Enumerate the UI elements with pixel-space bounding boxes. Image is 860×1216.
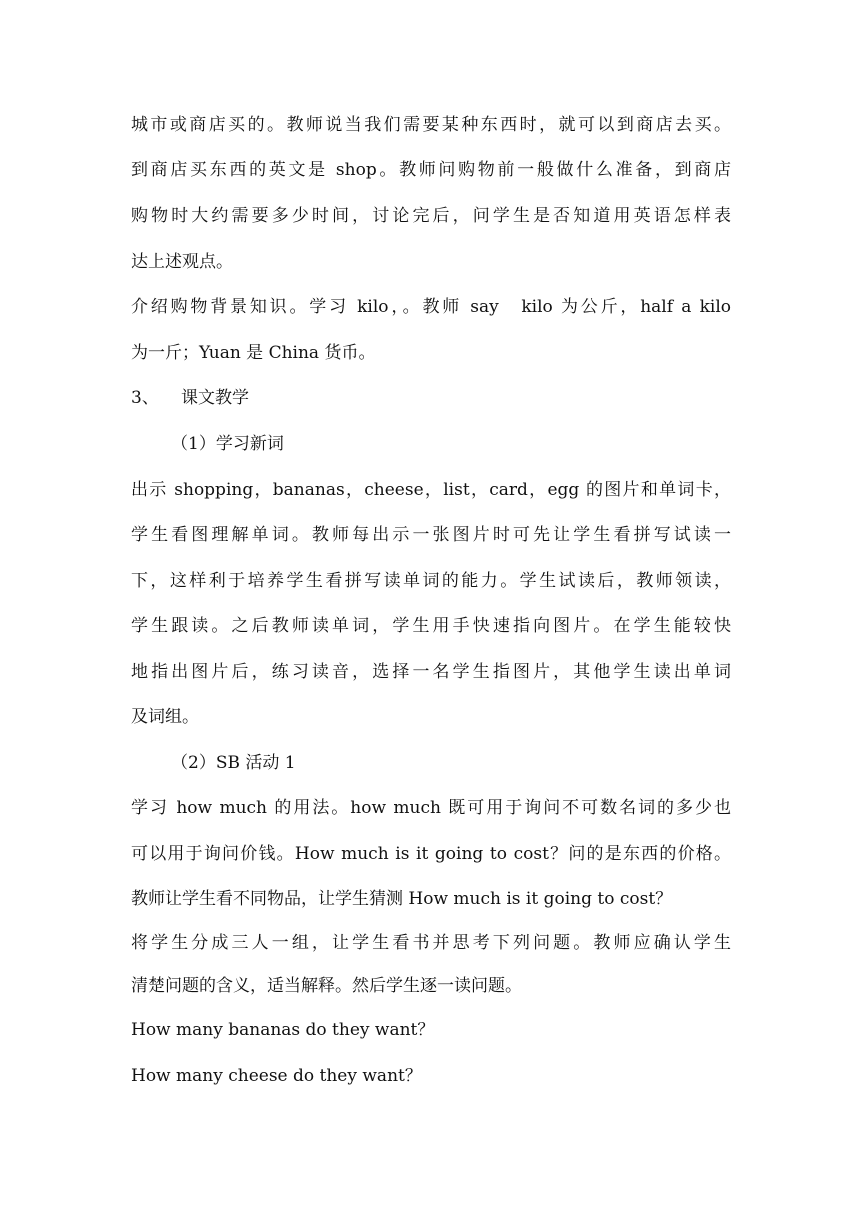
paragraph-line: 将学生分成三人一组，让学生看书并思考下列问题。教师应确认学生 [131,933,731,953]
paragraph-line: 达上述观点。 [131,252,233,272]
section-title: 课文教学 [181,388,249,408]
paragraph-line: 学生看图理解单词。教师每出示一张图片时可先让学生看拼写试读一 [131,525,731,545]
paragraph-line: 城市或商店买的。教师说当我们需要某种东西时，就可以到商店去买。 [131,115,731,135]
paragraph-line: 地指出图片后，练习读音，选择一名学生指图片，其他学生读出单词 [131,662,731,682]
section-heading [131,386,731,410]
subsection-heading: （2）SB 活动 1 [171,753,296,773]
paragraph-line: 学生跟读。之后教师读单词，学生用手快速指向图片。在学生能较快 [131,616,731,636]
paragraph-line: 为一斤；Yuan 是 China 货币。 [131,343,376,363]
paragraph-line: 介绍购物背景知识。学习 kilo，。教师 say kilo 为公斤，half a kilo [131,297,731,317]
paragraph-line: 购物时大约需要多少时间，讨论完后，问学生是否知道用英语怎样表 [131,206,731,226]
paragraph-line: 下，这样利于培养学生看拼写读单词的能力。学生试读后，教师领读， [131,571,731,591]
paragraph-line: 到商店买东西的英文是 shop。教师问购物前一般做什么准备，到商店 [131,160,731,180]
paragraph-line: 可以用于询问价钱。How much is it going to cost？问的是东西的价格。 [131,844,731,864]
section-number: 3、 [131,388,159,408]
paragraph-line: 出示 shopping，bananas，cheese，list，card，egg 的图片和单词卡， [131,480,731,500]
question-line: How many bananas do they want？ [131,1020,435,1040]
paragraph-line: 清楚问题的含义，适当解释。然后学生逐一读问题。 [131,976,522,996]
paragraph-line: 学习 how much 的用法。how much 既可用于询问不可数名词的多少也 [131,798,731,818]
paragraph-line: 教师让学生看不同物品，让学生猜测 How much is it going to cost？ [131,889,673,909]
question-line: How many cheese do they want？ [131,1066,422,1086]
subsection-heading: （1）学习新词 [171,434,284,454]
paragraph-line: 及词组。 [131,707,199,727]
